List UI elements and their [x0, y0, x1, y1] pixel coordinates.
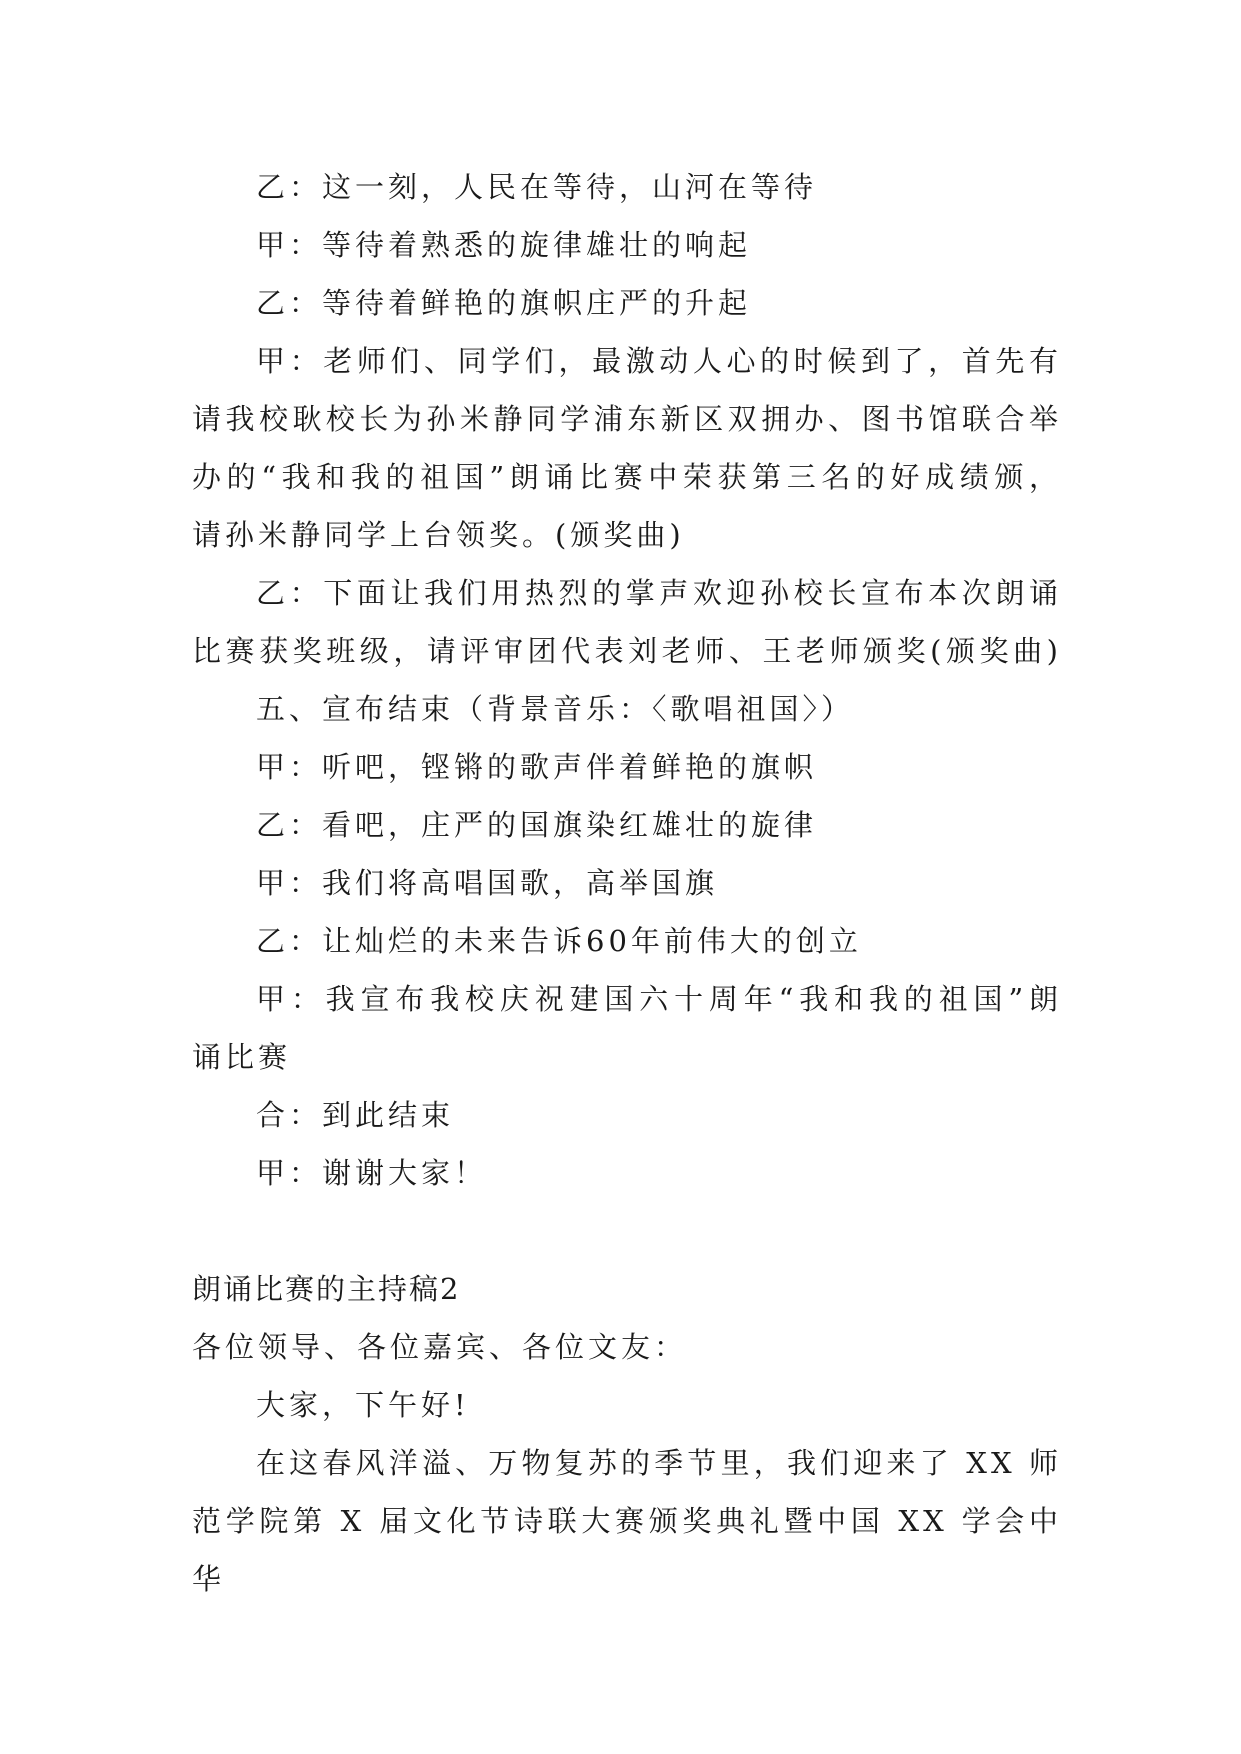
paragraph-line: 乙：这一刻，人民在等待，山河在等待 [256, 170, 818, 204]
paragraph-line: 甲：听吧，铿锵的歌声伴着鲜艳的旗帜 [256, 750, 818, 784]
document-title: 朗诵比赛的主持稿2 [192, 1272, 461, 1306]
paragraph-line: 乙：下面让我们用热烈的掌声欢迎孙校长宣布本次朗诵 [256, 576, 1062, 610]
salutation-line: 各位领导、各位嘉宾、各位文友： [192, 1330, 688, 1364]
paragraph-line: 甲：我们将高唱国歌，高举国旗 [256, 866, 719, 900]
paragraph-line: 范学院第 X 届文化节诗联大赛颁奖典礼暨中国 XX 学会中华 [192, 1504, 1062, 1596]
paragraph-line: 甲：谢谢大家！ [256, 1156, 488, 1190]
paragraph-line: 诵比赛 [192, 1040, 292, 1074]
paragraph-line: 乙：看吧，庄严的国旗染红雄壮的旋律 [256, 808, 818, 842]
paragraph-line: 甲：老师们、同学们，最激动人心的时候到了，首先有 [256, 344, 1062, 378]
paragraph-line: 请孙米静同学上台领奖。(颁奖曲) [192, 518, 685, 552]
paragraph-line: 在这春风洋溢、万物复苏的季节里，我们迎来了 XX 师 [256, 1446, 1062, 1480]
paragraph-line: 乙：等待着鲜艳的旗帜庄严的升起 [256, 286, 752, 320]
greeting-line: 大家，下午好! [256, 1388, 470, 1422]
paragraph-line: 请我校耿校长为孙米静同学浦东新区双拥办、图书馆联合举 [192, 402, 1062, 436]
paragraph-line: 乙：让灿烂的未来告诉60年前伟大的创立 [256, 924, 862, 958]
document-body [192, 158, 1062, 1596]
paragraph-line: 甲：等待着熟悉的旋律雄壮的响起 [256, 228, 752, 262]
section-gap [192, 1202, 1062, 1260]
paragraph-line: 合：到此结束 [256, 1098, 455, 1132]
paragraph-line: 甲：我宣布我校庆祝建国六十周年“我和我的祖国”朗 [256, 982, 1062, 1016]
paragraph-line: 比赛获奖班级，请评审团代表刘老师、王老师颁奖(颁奖曲) [192, 634, 1062, 668]
paragraph-line: 办的“我和我的祖国”朗诵比赛中荣获第三名的好成绩颁， [192, 460, 1062, 494]
section-heading: 五、宣布结束（背景音乐：〈歌唱祖国〉） [256, 692, 855, 726]
